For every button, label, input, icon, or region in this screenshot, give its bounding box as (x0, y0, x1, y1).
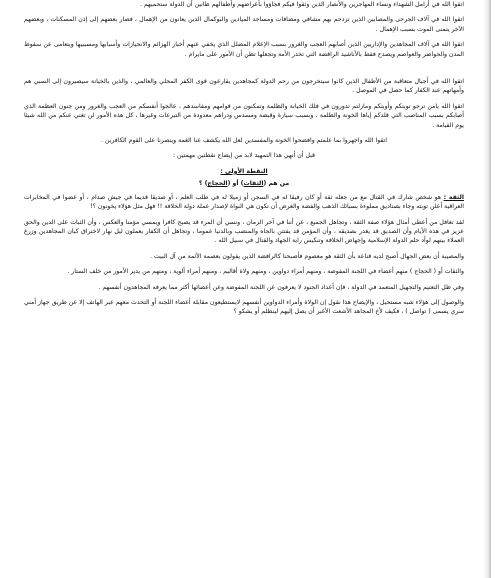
section-one-title: النقطة الأولى : (220, 167, 268, 175)
paragraph-3: اتقوا الله في آلاف المجاهدين والإداريين الذين أصابهم العجب والغرور بسبب الإعلام المضلل الذي يخفي عنهم أخبار الهزائم والانحيازات وأسبابها ومسببيها ويتعامى عن سقوط المدن والحواضر والعواصم ويصدح فقط بالأناشيد الرافضة التي تخدر الأمة وتجعلها تظن أن الأمور على مايرام . (24, 41, 464, 58)
paragraph-5: اتقوا الله يامن ترجو توبتكم وأوبتكم ومازلتم تدورون في فلك الخيانة والظلمة وتمكنون من قوامهم ومفاسدهم ، عالجوا أنفسكم من العجب والغرور ومن جنون العظمة الذي أصابكم بسبب المناصب التي قلدكم إياها الخونة والظلمة ، وبسبب سيارة وقبضة ومسدس ودراهم معدودة من التبرعات وغيرها ، كل هذه الأمور لن تغني عنكم من الله شيئا يوم القيامة . (24, 102, 464, 129)
document-body (24, 0, 464, 578)
paragraph-2: اتقوا الله في آلاف الجرحى والمصابين الذين تزدحم بهم مشافي ومضافات ومساجد الميادين والبوكمال الذين يعانون من الإهمال ، فصار بعضهم إلى إذن المسكنات ، وبعضهم الآخر يتمنى الموت بسبب الإهمال . (24, 16, 464, 33)
page-edge (489, 0, 491, 578)
body-paragraph-3: والمصيبة أن بعض الجهال أصبح لديه قناعة بأن الثقة هو معصوم فأصبحنا كالرافضة الذين يقولون بعصمة الأئمة من آل البيت . (150, 252, 464, 260)
body-paragraph-2: لقد تغافل من أعطى أمثال هؤلاء صفة الثقة ، وتجاهل الجميع ، عن أننا في آخر الزمان ، ونسي أن المرء قد يصبح كافرا ويمسي مؤمنا والعكس ، وأن الثبات على الدين والحق عزيز في هذه الأيام وأن الصديق قد يغدر بصديقه ، وأن المؤمن قد يفتتن بالجاه والمنصب وبالدنيا عموما ، وتجاهل أن الكفار يعملون ليل نهار لاختراق كيان المجاهدين وزرع العملاء بينهم لوأد حلم الدولة الإسلامية وإجهاض الخلافة وتنكيس راية الجهاد والقتال في سبيل الله . (24, 218, 464, 245)
paragraph-6: اتقوا الله واجهروا بما علمتم وافضحوا الخونة والمفسدين لعل الله يكشف عنا الغمة وينصرنا على القوم الكافرين . (101, 137, 387, 145)
definition-term: الثقة : (443, 193, 464, 201)
section-one-question: من هم (الثقات) أو (الحجاج) ؟ (198, 180, 290, 188)
body-paragraph-1: الثقة : هو شخص شارك في القتال مع من جعله ثقة أو كان رفيقا له في السجن أو زميلا له في طلب العلم ، أو صديقا قديما في جيش صدام ، أو عضوا في المخابرات العراقية أعلن توبته وجاء بصناديق مملوءة بسبائك الذهب والفضة والغرض أن تكون هي النواة لإصدار عملة دولة الخلافة !! فهل مثل هؤلاء يخونون ؟! (24, 193, 464, 211)
body-paragraph-4: والثقات أو ( الحجاج ) منهم أعضاء في اللجنة المفوضة ، ومنهم أمراء دواوين ، ومنهم ولاة أقاليم ، ومنهم أمراء ألوية ، ومنهم من يدير الأمور من خلف الستار . (67, 268, 464, 276)
paragraph-1: اتقوا الله في أرامل الشهداء ونساء المهاجرين والأنصار الذين وثقوا فيكم فجاؤوا بأعراضهم وأطفالهم ظانين أن الدولة ستحميهم . (140, 1, 464, 8)
term-hajjaj: الحجاج (207, 180, 228, 188)
body-paragraph-6: والوصول إلى هؤلاء شبه مستحيل ، والإيضاح هذا نقول إن الولاة وأمراء الدواوين أنفسهم لايستطيعون مقابلة أعضاء اللجنة أو التحدث معهم عبر الهاتف إلا عن طريق جهاز أمني سري يسمى ( تواصل ) ، فكيف لأخ المجاهد الأشعث الأغبر أن يصل إليهم لينظلم أو يشكو ؟ (24, 298, 464, 316)
paragraph-7: قبل أن أنهي هذا التمهيد لابد من إيضاح نقطتين مهمتين : (173, 152, 315, 160)
paragraph-4: اتقوا الله في أجيال متعاقبة من الأطفال الذين كانوا سيتخرجون من رحم الدولة كمجاهدين يقارعون قوى الكفر المحلي والعالمي ، والذين بالخيانة سيصيرون إلى السبي هم وأمهاتهم عند الكفار كما حصل في الموصل . (24, 78, 464, 95)
term-trusted: الثقات (243, 180, 264, 188)
body-paragraph-5: وفي ظل التعتيم والتجهيل المتعمد في الدولة ، فإن أعداد الجنود لا يعرفون عن اللجنة المفوضة وعن أعضائها أكثر مما يعرفه المجاهدون أنفسهم . (98, 283, 464, 291)
